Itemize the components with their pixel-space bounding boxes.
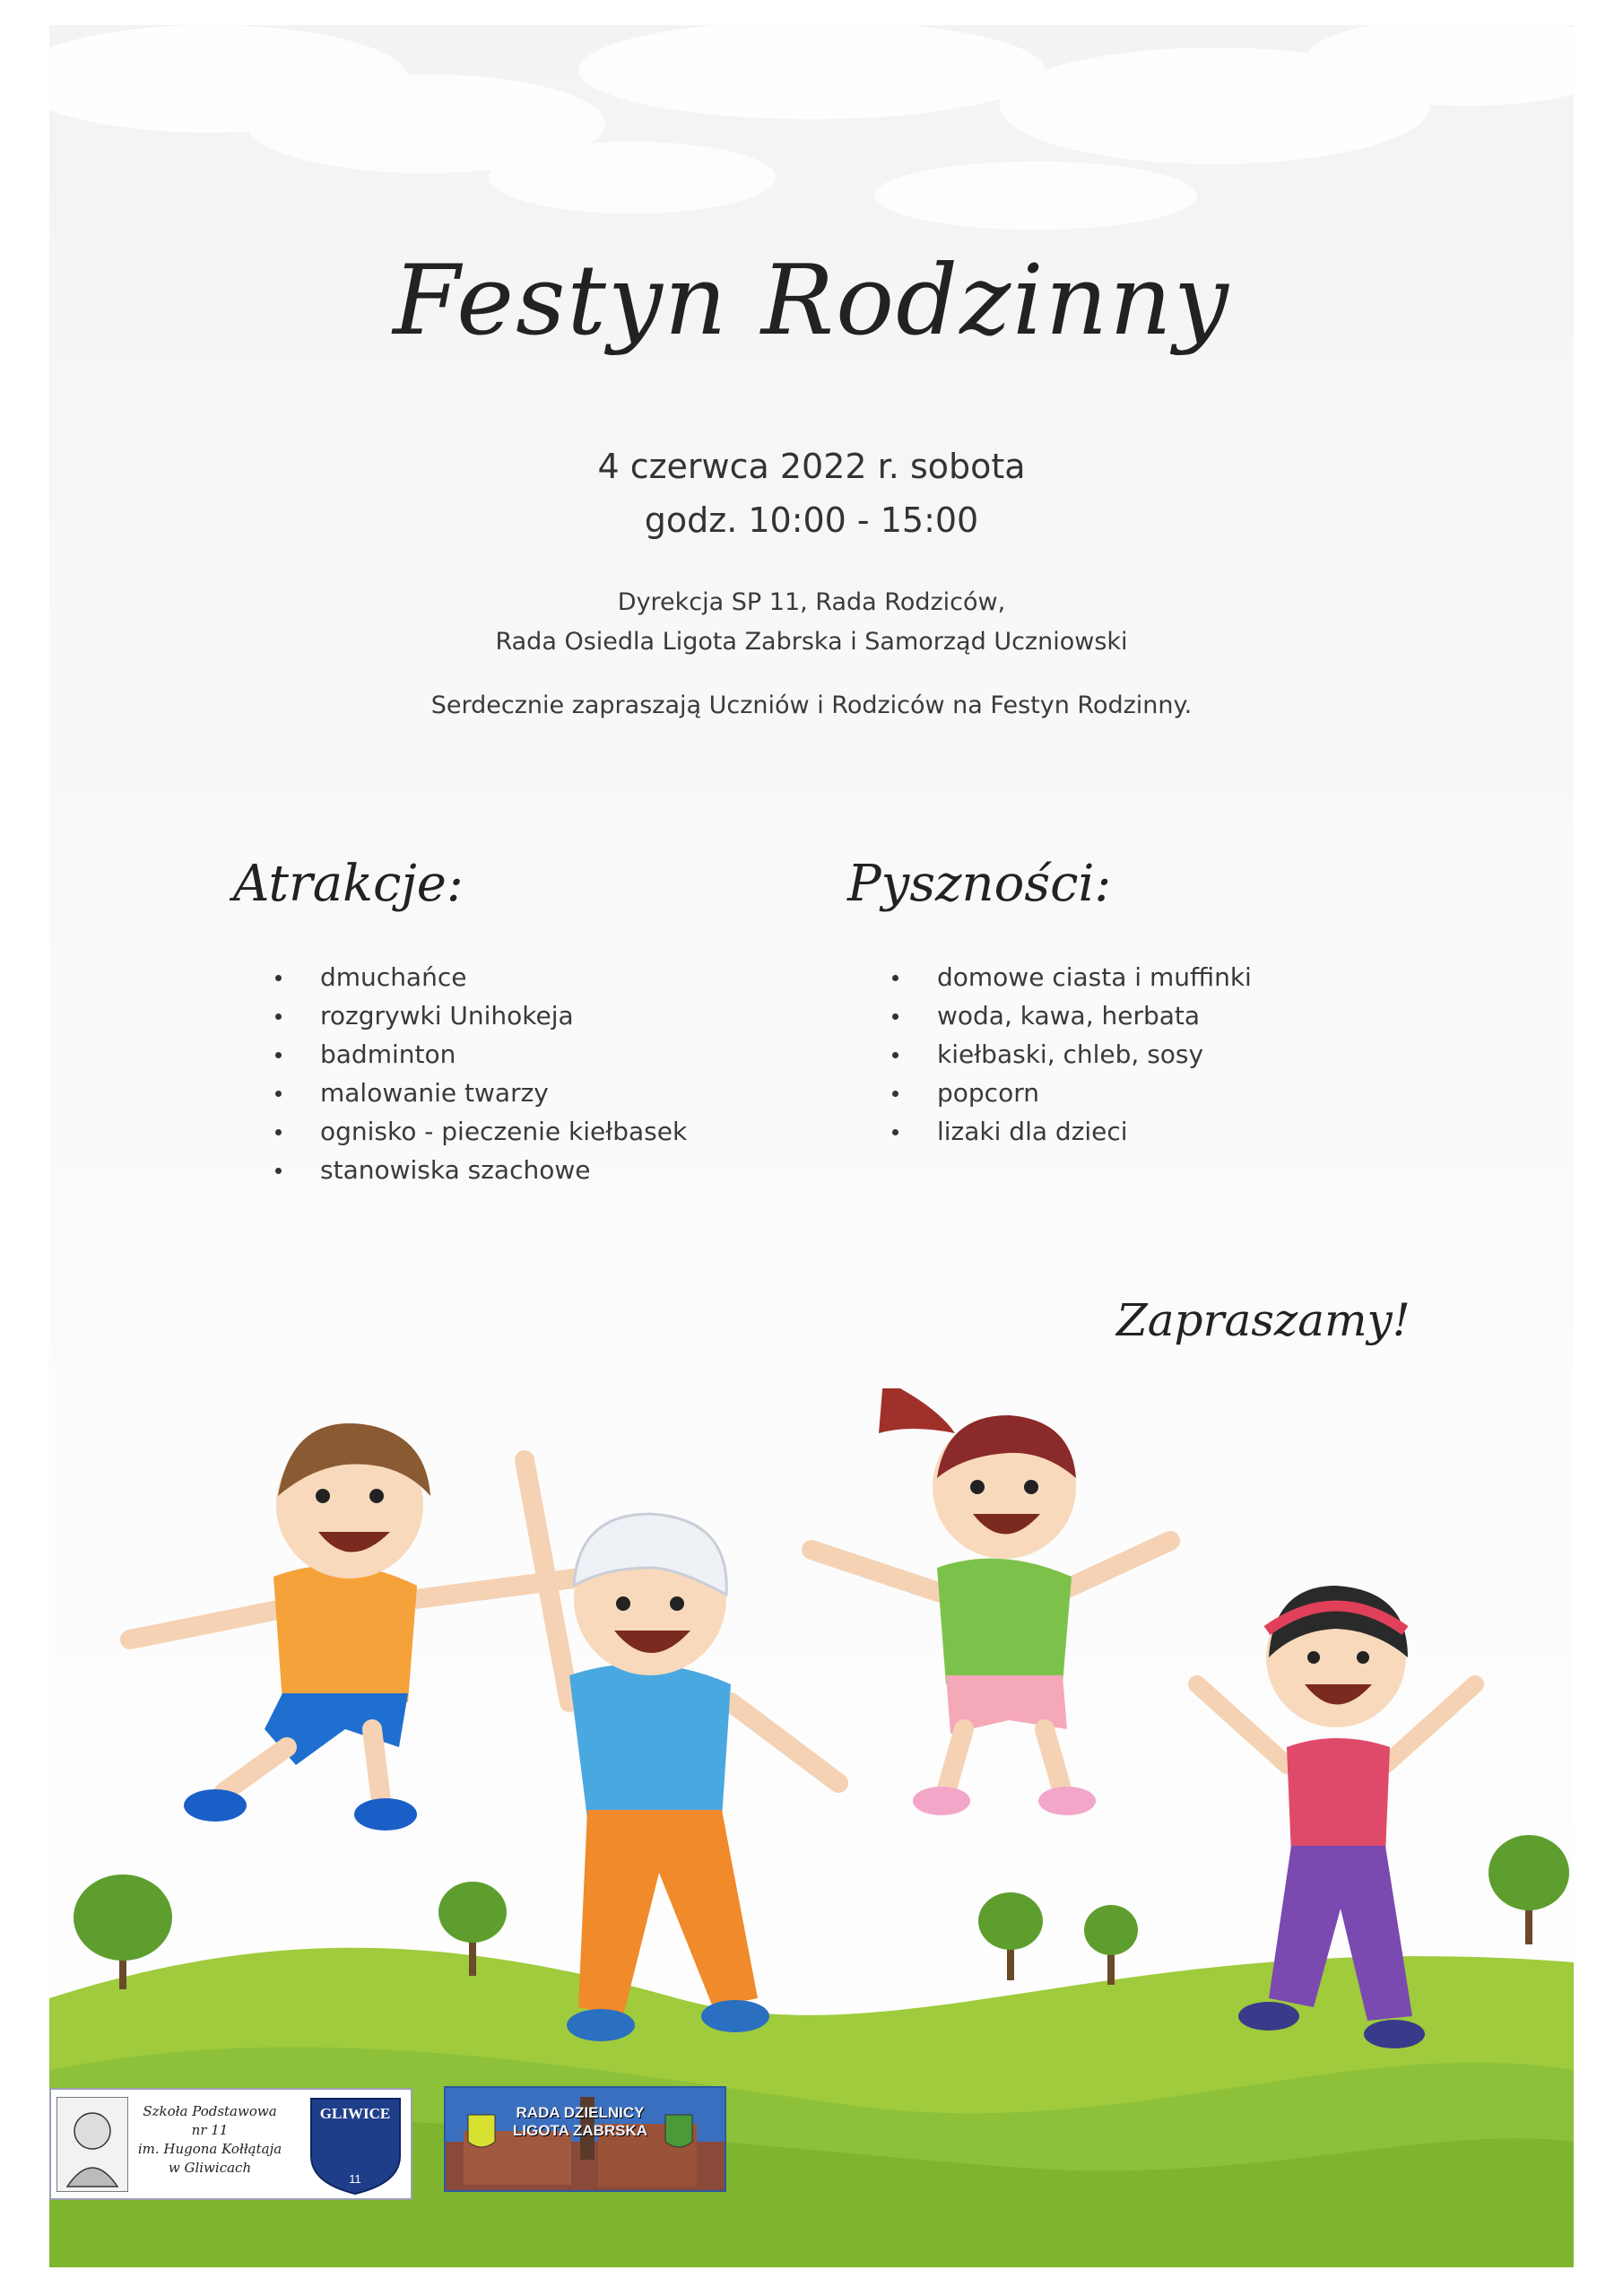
list-item: ognisko - pieczenie kiełbasek <box>273 1112 776 1151</box>
crest-number: 11 <box>349 2172 361 2186</box>
school-logo <box>49 2088 412 2200</box>
list-item: popcorn <box>890 1074 1393 1112</box>
child-2-figure <box>525 1460 838 2041</box>
organizers-line-2: Rada Osiedla Ligota Zabrska i Samorząd Uczniowski <box>495 628 1128 656</box>
child-3-figure <box>812 1388 1170 1815</box>
gliwice-crest-icon <box>304 2093 407 2197</box>
event-date: 4 czerwca 2022 r. sobota <box>597 447 1026 486</box>
attractions-list <box>273 958 776 1189</box>
list-item: badminton <box>273 1035 776 1074</box>
event-hours: godz. 10:00 - 15:00 <box>644 500 979 540</box>
tree-icon <box>1488 1835 1569 1944</box>
list-item: rozgrywki Unihokeja <box>273 996 776 1035</box>
list-item: dmuchańce <box>273 958 776 996</box>
poster-title: Festyn Rodzinny <box>393 245 1230 357</box>
child-1-figure <box>130 1423 587 1831</box>
attractions-heading: Atrakcje: <box>233 855 464 913</box>
list-item: domowe ciasta i muffinki <box>890 958 1393 996</box>
school-name-line-3: w Gliwicach <box>168 2160 252 2176</box>
tree-icon <box>1084 1905 1138 1985</box>
treats-heading: Pyszności: <box>847 855 1112 913</box>
portrait-illustration <box>56 2097 128 2192</box>
tree-icon <box>978 1892 1043 1980</box>
list-item: kiełbaski, chleb, sosy <box>890 1035 1393 1074</box>
festival-poster <box>49 25 1574 2267</box>
school-name-line-1: Szkoła Podstawowa nr 11 <box>143 2103 277 2138</box>
crest-label: GLIWICE <box>319 2105 391 2122</box>
list-item: lizaki dla dzieci <box>890 1112 1393 1151</box>
invitation-text: Serdecznie zapraszają Uczniów i Rodziców na Festyn Rodzinny. <box>430 691 1193 719</box>
school-name <box>134 2102 286 2178</box>
organizers-line-1: Dyrekcja SP 11, Rada Rodziców, <box>617 588 1006 616</box>
list-item: stanowiska szachowe <box>273 1151 776 1189</box>
rada-dzielnicy-logo <box>444 2086 726 2192</box>
rada-name <box>499 2104 661 2140</box>
school-name-line-2: im. Hugona Kołłątaja <box>137 2141 282 2157</box>
closing-text: Zapraszamy! <box>1116 1294 1410 1346</box>
list-item: malowanie twarzy <box>273 1074 776 1112</box>
treats-list <box>890 958 1393 1151</box>
list-item: woda, kawa, herbata <box>890 996 1393 1035</box>
rada-name-line-2: LIGOTA ZABRSKA <box>512 2122 648 2139</box>
rada-name-line-1: RADA DZIELNICY <box>516 2104 645 2121</box>
